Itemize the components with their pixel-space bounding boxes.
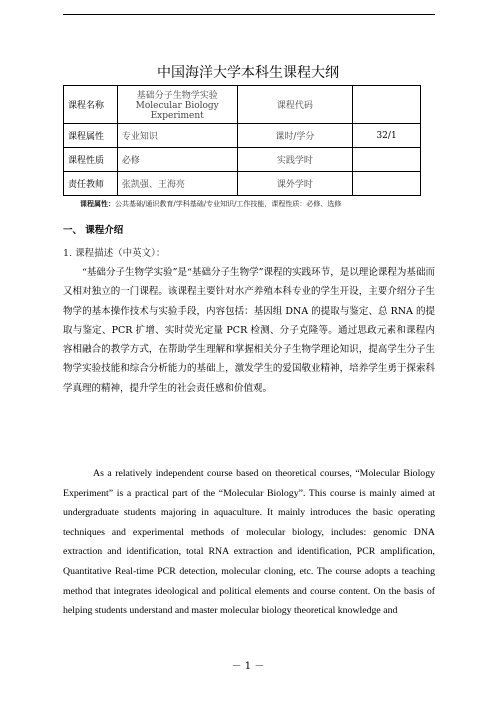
hours-credits-value: 32/1 xyxy=(353,124,421,148)
course-name-en: Molecular Biology Experiment xyxy=(135,101,219,121)
attribute-note-text: 公共基础/通识教育/学科基础/专业知识/工作技能，课程性质：必修、选修 xyxy=(115,200,342,208)
course-nature-label: 课程性质 xyxy=(64,148,118,172)
extra-hours-label: 课外学时 xyxy=(237,172,353,196)
table-row xyxy=(64,124,421,148)
course-name-cn: 基础分子生物学实验 xyxy=(136,91,218,101)
course-attribute-label: 课程属性 xyxy=(64,124,118,148)
course-attribute-value: 专业知识 xyxy=(117,124,237,148)
attribute-note-label: 课程属性： xyxy=(80,200,115,208)
practice-hours-label: 实践学时 xyxy=(237,148,353,172)
hours-credits-label: 课时/学分 xyxy=(237,124,353,148)
course-nature-value: 必修 xyxy=(117,148,237,172)
course-name-value xyxy=(117,86,237,124)
course-code-label: 课程代码 xyxy=(237,86,353,124)
extra-hours-value xyxy=(353,172,421,196)
page-number: － 1 － xyxy=(231,661,265,672)
table-row xyxy=(64,86,421,124)
table-row xyxy=(64,172,421,196)
table-row xyxy=(64,148,421,172)
practice-hours-value xyxy=(353,148,421,172)
description-en-paragraph: As a relatively independent course based on theoretical courses, “Molecular Biology Experiment” is a practical part of the “Molecular Biology”. This course is mainly aimed at undergraduate students majoring in aquaculture. It mainly introduces the basic operating techniques and experimental methods of molecular biology, includes: genomic DNA extraction and identification, total RNA extraction and identification, PCR amplification, Quantitative Real-time PCR detection, molecular cloning, etc. The course adopts a teaching method that integrates ideological and political elements and course content. On the basis of helping students understand and master molecular biology theoretical knowledge and xyxy=(63,468,435,617)
teacher-label: 责任教师 xyxy=(64,172,118,196)
section-heading: 一、 课程介绍 xyxy=(63,225,124,236)
course-info-table xyxy=(63,85,421,196)
course-code-value xyxy=(353,86,421,124)
header-rule xyxy=(63,14,435,15)
subsection-heading: 1. 课程描述（中英文）： xyxy=(63,248,166,259)
course-name-label: 课程名称 xyxy=(64,86,118,124)
page-title: 中国海洋大学本科生课程大纲 xyxy=(157,65,339,81)
description-cn-paragraph: “基础分子生物学实验”是“基础分子生物学”课程的实践环节，是以理论课程为基础而又相对独立的一门课程。该课程主要针对水产养殖本科专业的学生开设，主要介绍分子生物学的基本操作技术与实验手段，内容包括：基因组 DNA 的提取与鉴定、总 RNA 的提取与鉴定、PCR 扩增、实时荧光定量 PCR 检测、分子克隆等。通过思政元素和课程内容相融合的教学方式，在帮助学生理解和掌握相关分子生物学理论知识，提高学生分子生物学实验技能和综合分析能力的基础上，激发学生的爱国敬业精神，培养学生勇于探索科学真理的精神，提升学生的社会责任感和价值观。 xyxy=(63,267,435,394)
attribute-note xyxy=(80,199,341,209)
teacher-value: 张凯强、王海亮 xyxy=(117,172,237,196)
